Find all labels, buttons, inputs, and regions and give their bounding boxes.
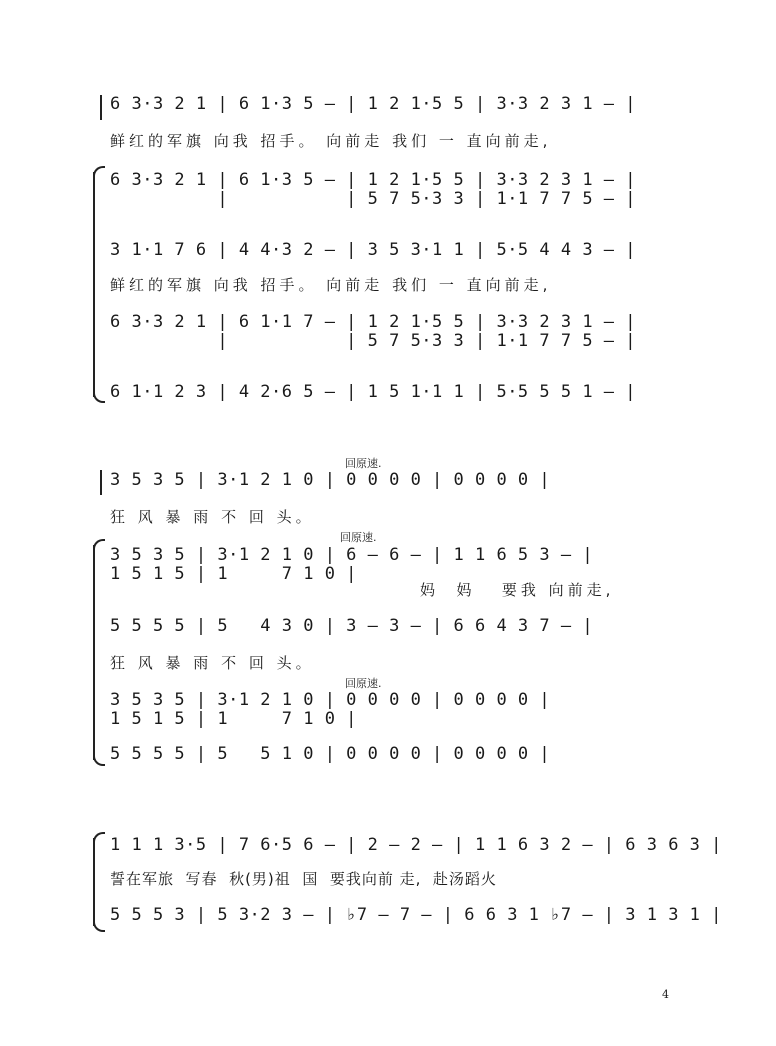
notes-line: 5 5 5 5 | 5 5 1 0 | 0 0 0 0 | 0 0 0 0 |: [110, 744, 551, 764]
notes-line: 6 1·1 2 3 | 4 2·6 5 – | 1 5 1·1 1 | 5·5 5 5 1 – |: [110, 382, 637, 402]
tempo-annotation: 回原速.: [345, 457, 382, 470]
lyrics-line: 狂 风 暴 雨 不 回 头。: [110, 654, 315, 672]
notes-line: 3 1·1 7 6 | 4 4·3 2 – | 3 5 3·1 1 | 5·5 4 4 3 – |: [110, 240, 637, 260]
section1-row-1: [0, 92, 776, 122]
lyrics-line: 狂 风 暴 雨 不 回 头。: [110, 508, 315, 526]
section2-row-8: [0, 614, 776, 644]
page-number: 4: [662, 988, 669, 1001]
notes-line: 3 5 3 5 | 3·1 2 1 0 | 6 – 6 – | 1 1 6 5 3 – |: [110, 545, 594, 565]
notes-line: 6 3·3 2 1 | 6 1·1 7 – | 1 2 1·5 5 | 3·3 2 3 1 – |: [110, 312, 637, 332]
lyrics-line: 妈 妈 要我 向前走,: [420, 581, 615, 599]
notes-line: 3 5 3 5 | 3·1 2 1 0 | 0 0 0 0 | 0 0 0 0 |: [110, 470, 551, 490]
notes-line: 1 5 1 5 | 1 7 1 0 |: [110, 709, 357, 729]
section2-row-13: [0, 742, 776, 772]
lyrics-line: 鲜红的军旗 向我 招手。 向前走 我们 一 直向前走,: [110, 276, 552, 294]
lyrics-line: 鲜红的军旗 向我 招手。 向前走 我们 一 直向前走,: [110, 132, 552, 150]
section2-row-2: [0, 468, 776, 498]
notes-line: | | 5 7 5·3 3 | 1·1 7 7 5 – |: [110, 331, 637, 351]
notes-line: 6 3·3 2 1 | 6 1·3 5 – | 1 2 1·5 5 | 3·3 2 3 1 – |: [110, 170, 637, 190]
section3-row-3: [0, 903, 776, 933]
notes-line: 5 5 5 5 | 5 4 3 0 | 3 – 3 – | 6 6 4 3 7 – |: [110, 616, 594, 636]
notes-line: 5 5 5 3 | 5 3·2 3 – | ♭7 – 7 – | 6 6 3 1 ♭7 – | 3 1 3 1 |: [110, 905, 722, 925]
notes-line: 1 5 1 5 | 1 7 1 0 |: [110, 564, 357, 584]
section1-row-4: [0, 187, 776, 217]
section3-row-2: [0, 868, 776, 898]
section2-row-12: [0, 707, 776, 737]
notes-line: 3 5 3 5 | 3·1 2 1 0 | 0 0 0 0 | 0 0 0 0 |: [110, 690, 551, 710]
section1-row-8: [0, 329, 776, 359]
tempo-annotation: 回原速.: [345, 677, 382, 690]
section1-row-5: [0, 238, 776, 268]
section1-row-9: [0, 380, 776, 410]
section1-row-6: [0, 274, 776, 304]
section1-row-2: [0, 130, 776, 160]
tempo-annotation: 回原速.: [340, 531, 377, 544]
section2-row-7: [0, 579, 776, 609]
notes-line: | | 5 7 5·3 3 | 1·1 7 7 5 – |: [110, 189, 637, 209]
notes-line: 6 3·3 2 1 | 6 1·3 5 – | 1 2 1·5 5 | 3·3 2 3 1 – |: [110, 94, 637, 114]
section3-row-1: [0, 833, 776, 863]
lyrics-line: 誓在军旅 写春 秋(男)祖 国 要我向前 走, 赴汤蹈火: [110, 870, 497, 888]
notes-line: 1 1 1 3·5 | 7 6·5 6 – | 2 – 2 – | 1 1 6 3 2 – | 6 3 6 3 |: [110, 835, 722, 855]
